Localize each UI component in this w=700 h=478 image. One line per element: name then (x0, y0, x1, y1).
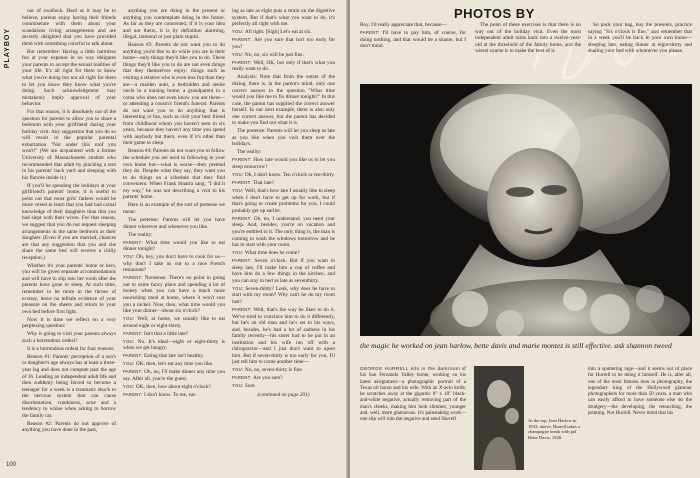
article-paragraph: It is a horrendous ordeal for four reasons: (27, 345, 115, 352)
dialogue-line (123, 316, 225, 329)
article-paragraph: The pretense: Parents will let you sleep as late as you like when you visit them over the holidays. (232, 128, 335, 148)
dialogue-line (123, 240, 225, 253)
dialogue-text: Oh, no, I'll make dinner any time you say. After all, you're the guest. (123, 369, 225, 382)
dialogue-speaker: YOU: (123, 338, 138, 344)
dialogue-line (232, 8, 335, 28)
right-bottom-column-1 (360, 366, 466, 470)
left-column-2 (123, 8, 225, 454)
article-paragraph: Now it is time we reflect on a very perplexing question: (22, 316, 116, 330)
dialogue-speaker: PARENT: (232, 258, 255, 264)
col3-paragraphs (232, 74, 335, 156)
dialogue-text: ing as late as eight puts a strain on the digestive system. But if that's what you want to do, it's perfectly all right with me. (232, 8, 335, 28)
dialogue-speaker: YOU: (123, 361, 136, 367)
dialogue-line (123, 384, 225, 391)
dialogue-line (232, 60, 335, 73)
inset-photo (474, 366, 524, 470)
dialogue-line (123, 254, 225, 274)
dialogue-text: No. It's ideal—eight or eight-thirty is when we get hungry. (123, 338, 225, 352)
dialogue-line (232, 367, 335, 374)
dialogue-line (232, 180, 335, 187)
dialogue-text: Oh, hey, you don't have to cook for us—why don't I take us out to a nice French restaurant? (123, 254, 225, 274)
dialogue-speaker: PARENT: (232, 306, 254, 312)
dialogue-line (232, 258, 335, 284)
dialogue-line (232, 157, 335, 170)
article-paragraph: anything you are doing in the present or anything you contemplate doing in the future. As far as they are concerned, if it is your idea and not theirs, it is by definition alarming, illegal, immoral or just plain stupid. (123, 8, 225, 41)
dialogue-speaker: YOU: (123, 384, 136, 390)
dialogue-speaker: YOU: (232, 29, 245, 35)
dialogue-speaker: PARENT: (232, 37, 254, 43)
dialogue-line (360, 22, 466, 29)
article-paragraph: For that reason, it is absolutely out of the question for parents to allow you to share a bedroom with your girlfriend during your holiday visit. Any suggestion that you do so will result in the popular parental exhortation "Not under this roof you won't!" (We are acquainted with a former University of Massachusetts student who recommended that adult by pinching a tent in his parents' back yard and sleeping with his fiancée inside it.) (22, 109, 116, 181)
page-number: 100 (6, 462, 17, 468)
dialogue-line (123, 339, 225, 352)
article-paragraph: Analysis: Note that from the outset of the dialog, there is, in the parent's mind, only one correct answer to the question "What time would you like me to fix dinner tonight?" In this case, the parent has supplied the correct answer herself. In our next example, there is also only one correct answer, but the parent has decided to make you find out what it is. (232, 74, 335, 127)
article-paragraph: The reality: (237, 149, 262, 156)
glamour-portrait-photo (360, 84, 692, 336)
article-paragraph: Why is going to visit your parents always such a horrendous ordeal? (22, 331, 116, 344)
dialogue-speaker: PARENT: (360, 30, 383, 36)
dialogue-text: Seven o'clock. But if you want to sleep late, I'll make him a cup of coffee and have him do a few things in the kitchen, and you can stay in bed as late as seventhirty. (232, 258, 335, 284)
dialogue-text: Oh, no, I understand, you need your sleep. And, besides, you're on vacation and you're entitled to it. The only thing is, the man is coming to wash the windows tomorrow and he has to start with your room. (232, 215, 335, 249)
dialogue-text: Well, OK, but only if that's what you really want to do. (232, 59, 335, 73)
dialogue-speaker: PARENT: (232, 180, 253, 186)
col2-dialogue (123, 240, 225, 399)
running-head: PLAYBOY (4, 28, 11, 69)
dialogue-line (123, 331, 225, 338)
dialogue-speaker: YOU: (232, 285, 246, 291)
dialogue-speaker: PARENT: (123, 239, 146, 245)
dialogue-speaker: PARENT: (123, 369, 145, 375)
dialogue-speaker: YOU: (232, 383, 245, 389)
dialogue-text: Are you sure that isn't too early for you? (232, 37, 335, 50)
right-top-column-1 (360, 22, 466, 80)
dialogue-speaker: YOU: (232, 188, 245, 194)
article-paragraph: The reality: (128, 231, 153, 238)
dialogue-text: OK, then, how about eight o'clock? (135, 384, 211, 391)
dialogue-line (232, 172, 335, 179)
dialogue-text: Seven-thirty? Look, why does he have to start with my room? Why can't he do my room last? (232, 285, 335, 305)
left-column-1 (22, 8, 116, 454)
dialogue-text: That late? (252, 180, 274, 187)
inset-illustration (474, 366, 524, 470)
continued-note: (continued on page 201) (257, 391, 310, 398)
inset-photo-block (474, 366, 582, 470)
dialogue-line (232, 37, 335, 50)
photo-caption: the magic he worked on jean harlow, bette davis and marie montez is still effective. ask shannon tweed (360, 341, 672, 350)
dialogue-text: OK, then, let's eat any time you like. (135, 361, 214, 368)
inset-caption: At the top, Jean Harlow in 1933; above, Hurrell takes a champagne break with pal Bette Davis, 1940. (528, 418, 580, 440)
dialogue-text: I don't know. To me, eat- (143, 392, 197, 399)
dialogue-text: I'll have to pay him, of course, for doing nothing, and that would be a shame, but I don't mind. (360, 30, 466, 50)
right-page (350, 0, 700, 478)
right-bottom-column-3 (588, 366, 692, 470)
dialogue-text: Oh, I don't know. Ten o'clock or ten-thirty. (244, 172, 335, 179)
dialogue-line (232, 52, 335, 59)
dialogue-text: Well, that's the way he likes to do it. We've tried to convince him to do it differently, but he's an old man and he's set in his ways, and, besides, he's had a lot of sadness in his family recently—his sister had to be put in an institution and his wife ran off with a chiropractor—and I just don't want to upset him. But if seven-thirty is too early for you, I'll just tell him to come another time— (232, 306, 335, 366)
col3-dialogue-bottom (232, 157, 335, 390)
dialogue-line (232, 188, 335, 214)
dialogue-speaker: PARENT: (123, 353, 144, 359)
dialogue-line (123, 361, 225, 368)
article-paragraph: So pack your bag, buy the presents, practice saying "Six o'clock is fine," and remember that in a week you'll be back in your own home—sleeping late, eating dinner at eight-thirty and sharing your bed with whomever you please. (588, 22, 692, 55)
dialogue-speaker: PARENT: (123, 275, 145, 281)
dialogue-text: Eating that late isn't healthy. (143, 353, 204, 360)
dialogue-line (123, 275, 225, 314)
article-paragraph: Here is an example of the sort of pretense we mean: (123, 202, 225, 215)
article-paragraph: out of swallock. Hard as it may be to believe, parents enjoy having their friends commiserate with them about your scandalous living arrangements and are secretly delighted that you have provided them with something colorful to talk about. (22, 8, 116, 47)
article-body-3: into a sputtering rage—and it seems out of place for Hurrell to be doing it himself. He is, after all, one of the most famous men in photography, the legendary king of the Hollywood glamour photographers for more than 50 years, a man who can easily afford to have someone else do the drudgery—the developing, the retouching, the printing. Not Hurrell. Never mind that his (588, 366, 692, 417)
dialogue-speaker: PARENT: (232, 157, 254, 163)
dialogue-line (232, 383, 335, 390)
right-top-column-3 (588, 22, 692, 80)
dialogue-speaker: YOU: (232, 172, 245, 178)
dialogue-speaker: YOU: (123, 254, 137, 260)
dialogue-line (123, 353, 225, 360)
dialogue-speaker: PARENT: (232, 215, 254, 221)
article-paragraph: The point of these exercises is that there is no way out of the holiday visit. Even the most independent adult turns back into a twelve-year-old at the threshold of the family home, and the wisest course is to make the best of it. (475, 22, 581, 55)
dialogue-text: Nonsense. There's no point in going out to some fancy place and spending a lot of money when you can have a much more nourishing meal at home, where it won't cost you a nickel. Now, then, what time would you like your dinner—about six o'clock? (123, 275, 225, 315)
dialogue-speaker: YOU: (232, 250, 245, 256)
article-paragraph: Reason #4: Parents do not want you to follow the schedule you are used to following in your own home but—what is worse—they pretend they do. Despite what they say, they want you to do things on a schedule that they find convenient. When Frank Sinatra sang, "I did it my way," he was not describing a visit to his parents' home. (123, 148, 225, 201)
dialogue-text: Well, at home, we usually like to eat around eight or eight-thirty. (123, 316, 225, 329)
portrait-illustration (360, 84, 692, 336)
dialogue-text: Well, that's how late I usually like to sleep when I don't have to get up for work, but if that's going to create problems for you, I could probably get up earlier. (232, 188, 335, 214)
dialogue-text: Boy, I'd really appreciate that, because— (360, 22, 447, 28)
article-paragraph: Reason #1: Parents' perception of a son's or daughter's age always has at least a three-year lag and does not compute past the age of 16. Leading an independent adult life and then suddenly being forced to become a teenager for a week is a traumatic shock to the nervous system that can cause disorientation, crankiness, acne and a tendency to whine when asking to borrow the family car. (22, 353, 116, 419)
dialogue-line (232, 286, 335, 306)
article-paragraph: But remember: Having a little harmless fun at your expense in no way obligates your parents to accept the sexual realities of your life. It's all right for them to know what you're doing but not all right for them to let you know they know what you're doing. Such acknowledgment may mistakenly imply approval of your behavior. (22, 48, 116, 108)
dialogue-text: What time does he come? (244, 250, 300, 257)
col1-paragraphs (22, 8, 116, 434)
dialogue-line (232, 375, 335, 382)
right-top-column-2 (475, 22, 581, 80)
article-paragraph: Reason #3: Parents do not want you to do anything you'd like to do while you are in their home—only things they'd like you to do. These things they'd like you to do are not even things that they themselves enjoy: things such as visiting a relative who is even less fun than they are—a maiden aunt, a bedridden and senile uncle in a nursing home, a grandparent in a coma who does not even know you are there—or attending a cousin's friend's funeral. Parents do not want you to do anything that is interesting or fun, such as visit your best friend from childhood whom you haven't seen in six years, because they haven't any time you spend with anybody but them, even if it's other than their game to sleep. (123, 42, 225, 147)
dialogue-speaker: PARENT: (123, 392, 144, 398)
dialogue-text: No, no, seven-thirty is fine. (244, 367, 304, 374)
dialogue-line (232, 216, 335, 249)
article-lead: GEORGE HURRELL sits in the darkroom (360, 366, 461, 371)
dialogue-text: What time would you like to eat dinner tonight? (123, 239, 225, 253)
dialogue-line (232, 250, 335, 257)
dialogue-text: Are you sure? (252, 375, 283, 382)
dialogue-line (232, 307, 335, 366)
left-page (0, 0, 348, 478)
col2-paragraphs (123, 8, 225, 238)
dialogue-speaker: PARENT: (232, 375, 253, 381)
dialogue-text: Sure. (244, 383, 256, 390)
dialogue-text: Isn't that a little late? (143, 330, 189, 337)
dialogue-speaker: YOU: (123, 316, 138, 322)
dialogue-speaker: YOU: (232, 367, 245, 373)
dialogue-line (360, 30, 466, 50)
article-paragraph: If you'll be spending the holidays at your girlfriend's parents' home, it is useful to point out that most girls' fathers would be more vexed to learn that you had had carnal knowledge of their daughters than that you had slept with their wives. For that reason, we suggest that you do not request sleeping arrangements in the same bedroom as their daughter. (Even if you are married, chances are that any suggestion that you and she share the same bed will receive a chilly reception.) (22, 182, 116, 261)
dialogue-text: All right. [Sigh] Let's eat at six. (244, 29, 312, 36)
article-paragraph: Whether it's your parents' home or hers, you will be given separate accommodations and will have to slip into her room after the parents have gone to sleep. At such time, remember to be more in the throes of ecstasy, leave no telltale evidence of your pleasure on the sheets and return to your own bed before first light. (22, 262, 116, 315)
dialogue-line (123, 369, 225, 382)
section-title: PHOTOS BY (454, 6, 535, 21)
dialogue-text: No, no, six will be just fine. (244, 51, 304, 58)
article-paragraph: The pretense: Parents will let you have dinner wherever and whenever you like. (123, 216, 225, 230)
article-paragraph: Reason #2: Parents do not approve of anything you have done in the past, (22, 420, 116, 434)
dialogue-speaker: PARENT: (123, 330, 144, 336)
dialogue-line (232, 29, 335, 36)
dialogue-speaker: YOU: (232, 51, 245, 57)
dialogue-text: How late would you like us to let you sleep tomorrow? (232, 157, 335, 171)
left-column-3 (232, 8, 335, 454)
article-body-1: of his San Fernando Valley home, working on his latest assignment—a photographic portrait of a Texas oil baron and his wife. With an X-acto knife, he scratches away at the gigantic 8" x 10" black-and-white negative, actually removing part of the man's cheeks, making him look slimmer, younger and, well, more glamorous. It's painstaking work—one slip will ruin the negative and send Hurrell (360, 366, 466, 423)
dialogue-speaker: PARENT: (232, 59, 254, 65)
dialogue-line (123, 392, 225, 399)
col3-dialogue-top (232, 8, 335, 73)
